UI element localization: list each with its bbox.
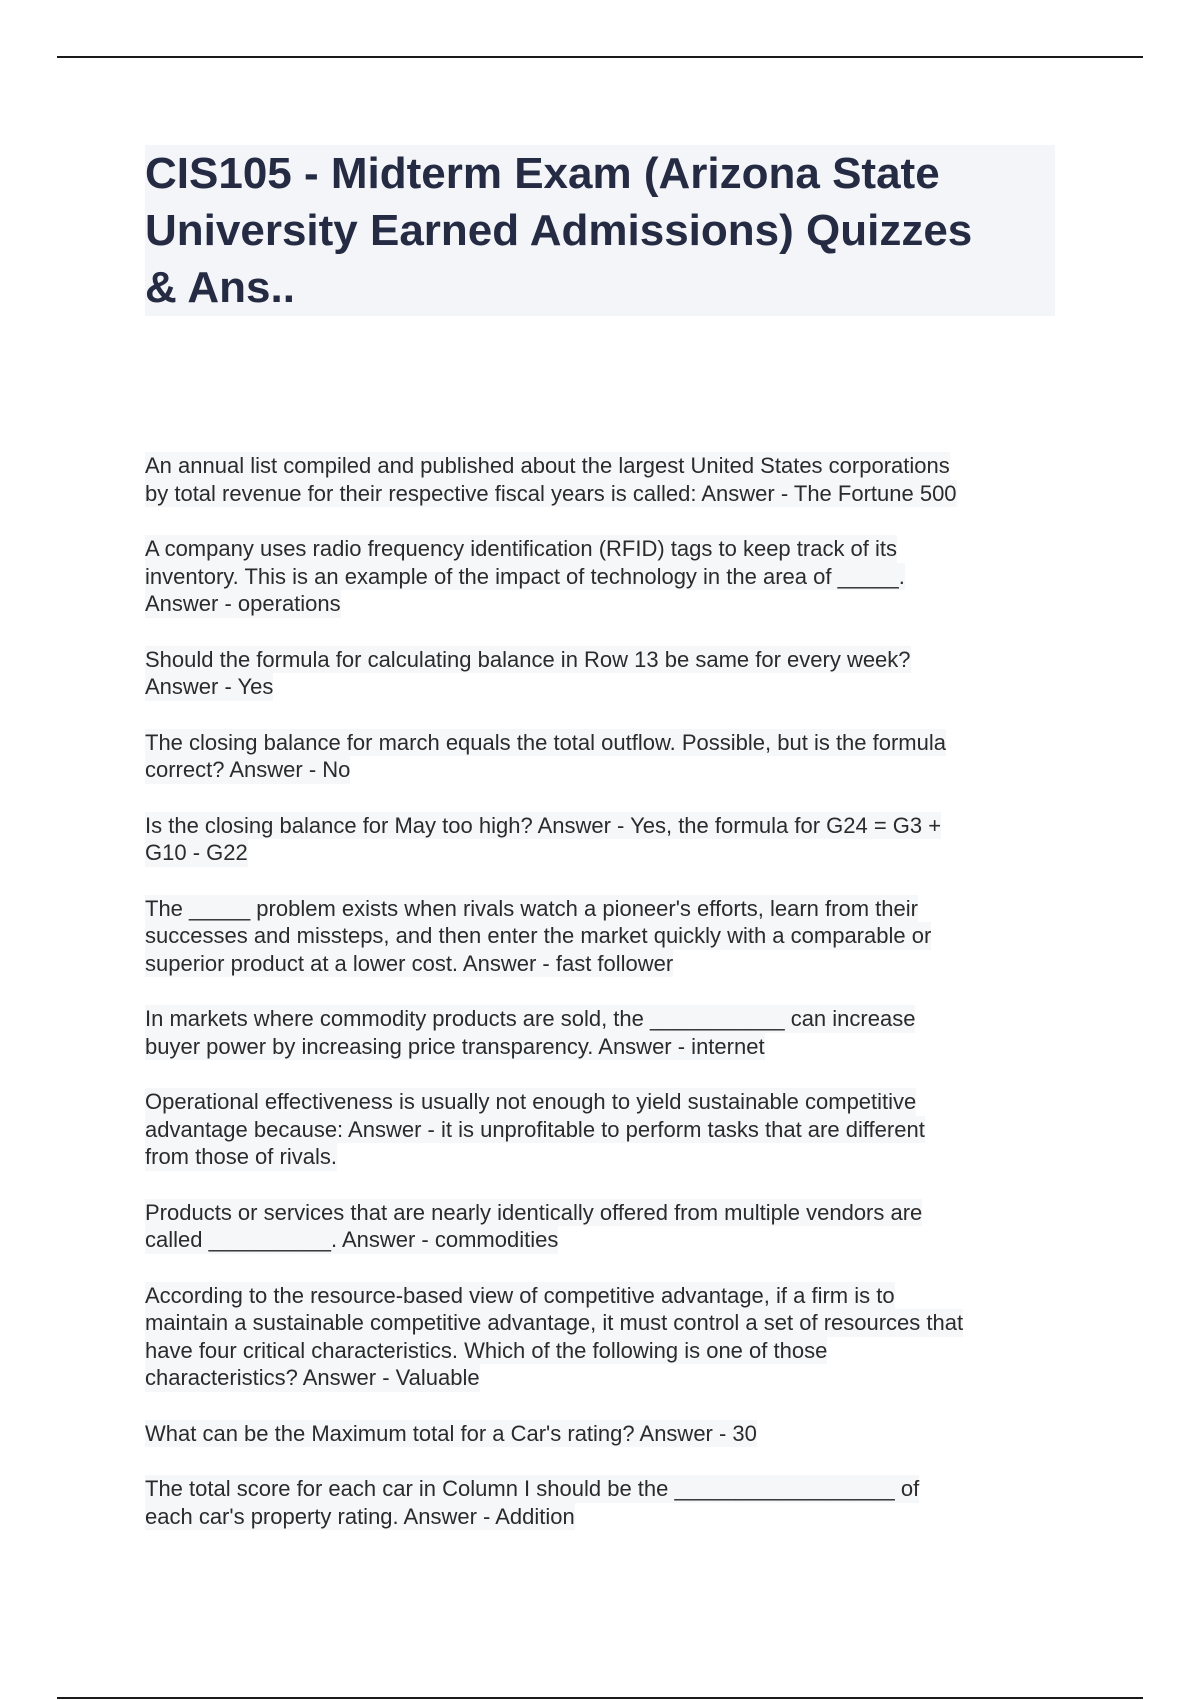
qa-line: Operational effectiveness is usually not enough to yield sustainable competitive	[145, 1089, 917, 1114]
title-line: CIS105 - Midterm Exam (Arizona State	[145, 149, 940, 198]
qa-line: correct? Answer - No	[145, 757, 351, 782]
qa-line: The total score for each car in Column I should be the __________________ of	[145, 1476, 920, 1501]
qa-list	[145, 452, 1065, 1558]
qa-item	[145, 646, 1065, 701]
qa-line: An annual list compiled and published about the largest United States corporations	[145, 453, 950, 478]
qa-line: have four critical characteristics. Which of the following is one of those	[145, 1337, 828, 1363]
qa-item	[145, 452, 1065, 507]
qa-line: Should the formula for calculating balance in Row 13 be same for every week?	[145, 646, 911, 672]
qa-item	[145, 729, 1065, 784]
qa-line: Products or services that are nearly identically offered from multiple vendors are	[145, 1199, 923, 1225]
title-line: University Earned Admissions) Quizzes	[145, 206, 973, 255]
qa-line: advantage because: Answer - it is unprofitable to perform tasks that are different	[145, 1116, 925, 1142]
qa-line: buyer power by increasing price transparency. Answer - internet	[145, 1033, 765, 1059]
qa-line: In markets where commodity products are sold, the ___________ can increase	[145, 1006, 916, 1031]
qa-line: from those of rivals.	[145, 1144, 337, 1169]
qa-item	[145, 895, 1065, 978]
qa-item	[145, 1088, 1065, 1171]
qa-line: Is the closing balance for May too high? Answer - Yes, the formula for G24 = G3 +	[145, 812, 942, 838]
qa-item	[145, 812, 1065, 867]
bottom-divider	[57, 1697, 1143, 1699]
qa-line: Answer - Yes	[145, 674, 274, 699]
title-line: & Ans..	[145, 263, 295, 312]
title-block	[145, 145, 1055, 316]
qa-item	[145, 1005, 1065, 1060]
qa-line: maintain a sustainable competitive advantage, it must control a set of resources that	[145, 1310, 964, 1335]
qa-line: characteristics? Answer - Valuable	[145, 1365, 480, 1390]
top-divider	[57, 56, 1143, 58]
qa-line: The closing balance for march equals the total outflow. Possible, but is the formula	[145, 729, 946, 755]
qa-line: The _____ problem exists when rivals watch a pioneer's efforts, learn from their	[145, 895, 918, 921]
qa-item	[145, 1420, 1065, 1448]
qa-line: G10 - G22	[145, 840, 248, 865]
qa-line: superior product at a lower cost. Answer - fast follower	[145, 950, 674, 976]
qa-item	[145, 1475, 1065, 1530]
qa-line: Answer - operations	[145, 591, 341, 616]
qa-line: each car's property rating. Answer - Addition	[145, 1503, 575, 1529]
qa-line: called __________. Answer - commodities	[145, 1227, 559, 1252]
qa-line: According to the resource-based view of competitive advantage, if a firm is to	[145, 1282, 895, 1308]
qa-item	[145, 1199, 1065, 1254]
qa-item	[145, 1282, 1065, 1392]
qa-line: inventory. This is an example of the impact of technology in the area of _____.	[145, 563, 905, 589]
document-title	[145, 145, 1055, 316]
qa-item	[145, 535, 1065, 618]
qa-line: A company uses radio frequency identification (RFID) tags to keep track of its	[145, 536, 898, 561]
qa-line: successes and missteps, and then enter the market quickly with a comparable or	[145, 923, 932, 948]
qa-line: by total revenue for their respective fiscal years is called: Answer - The Fortune 500	[145, 480, 957, 506]
qa-line: What can be the Maximum total for a Car's rating? Answer - 30	[145, 1420, 757, 1446]
